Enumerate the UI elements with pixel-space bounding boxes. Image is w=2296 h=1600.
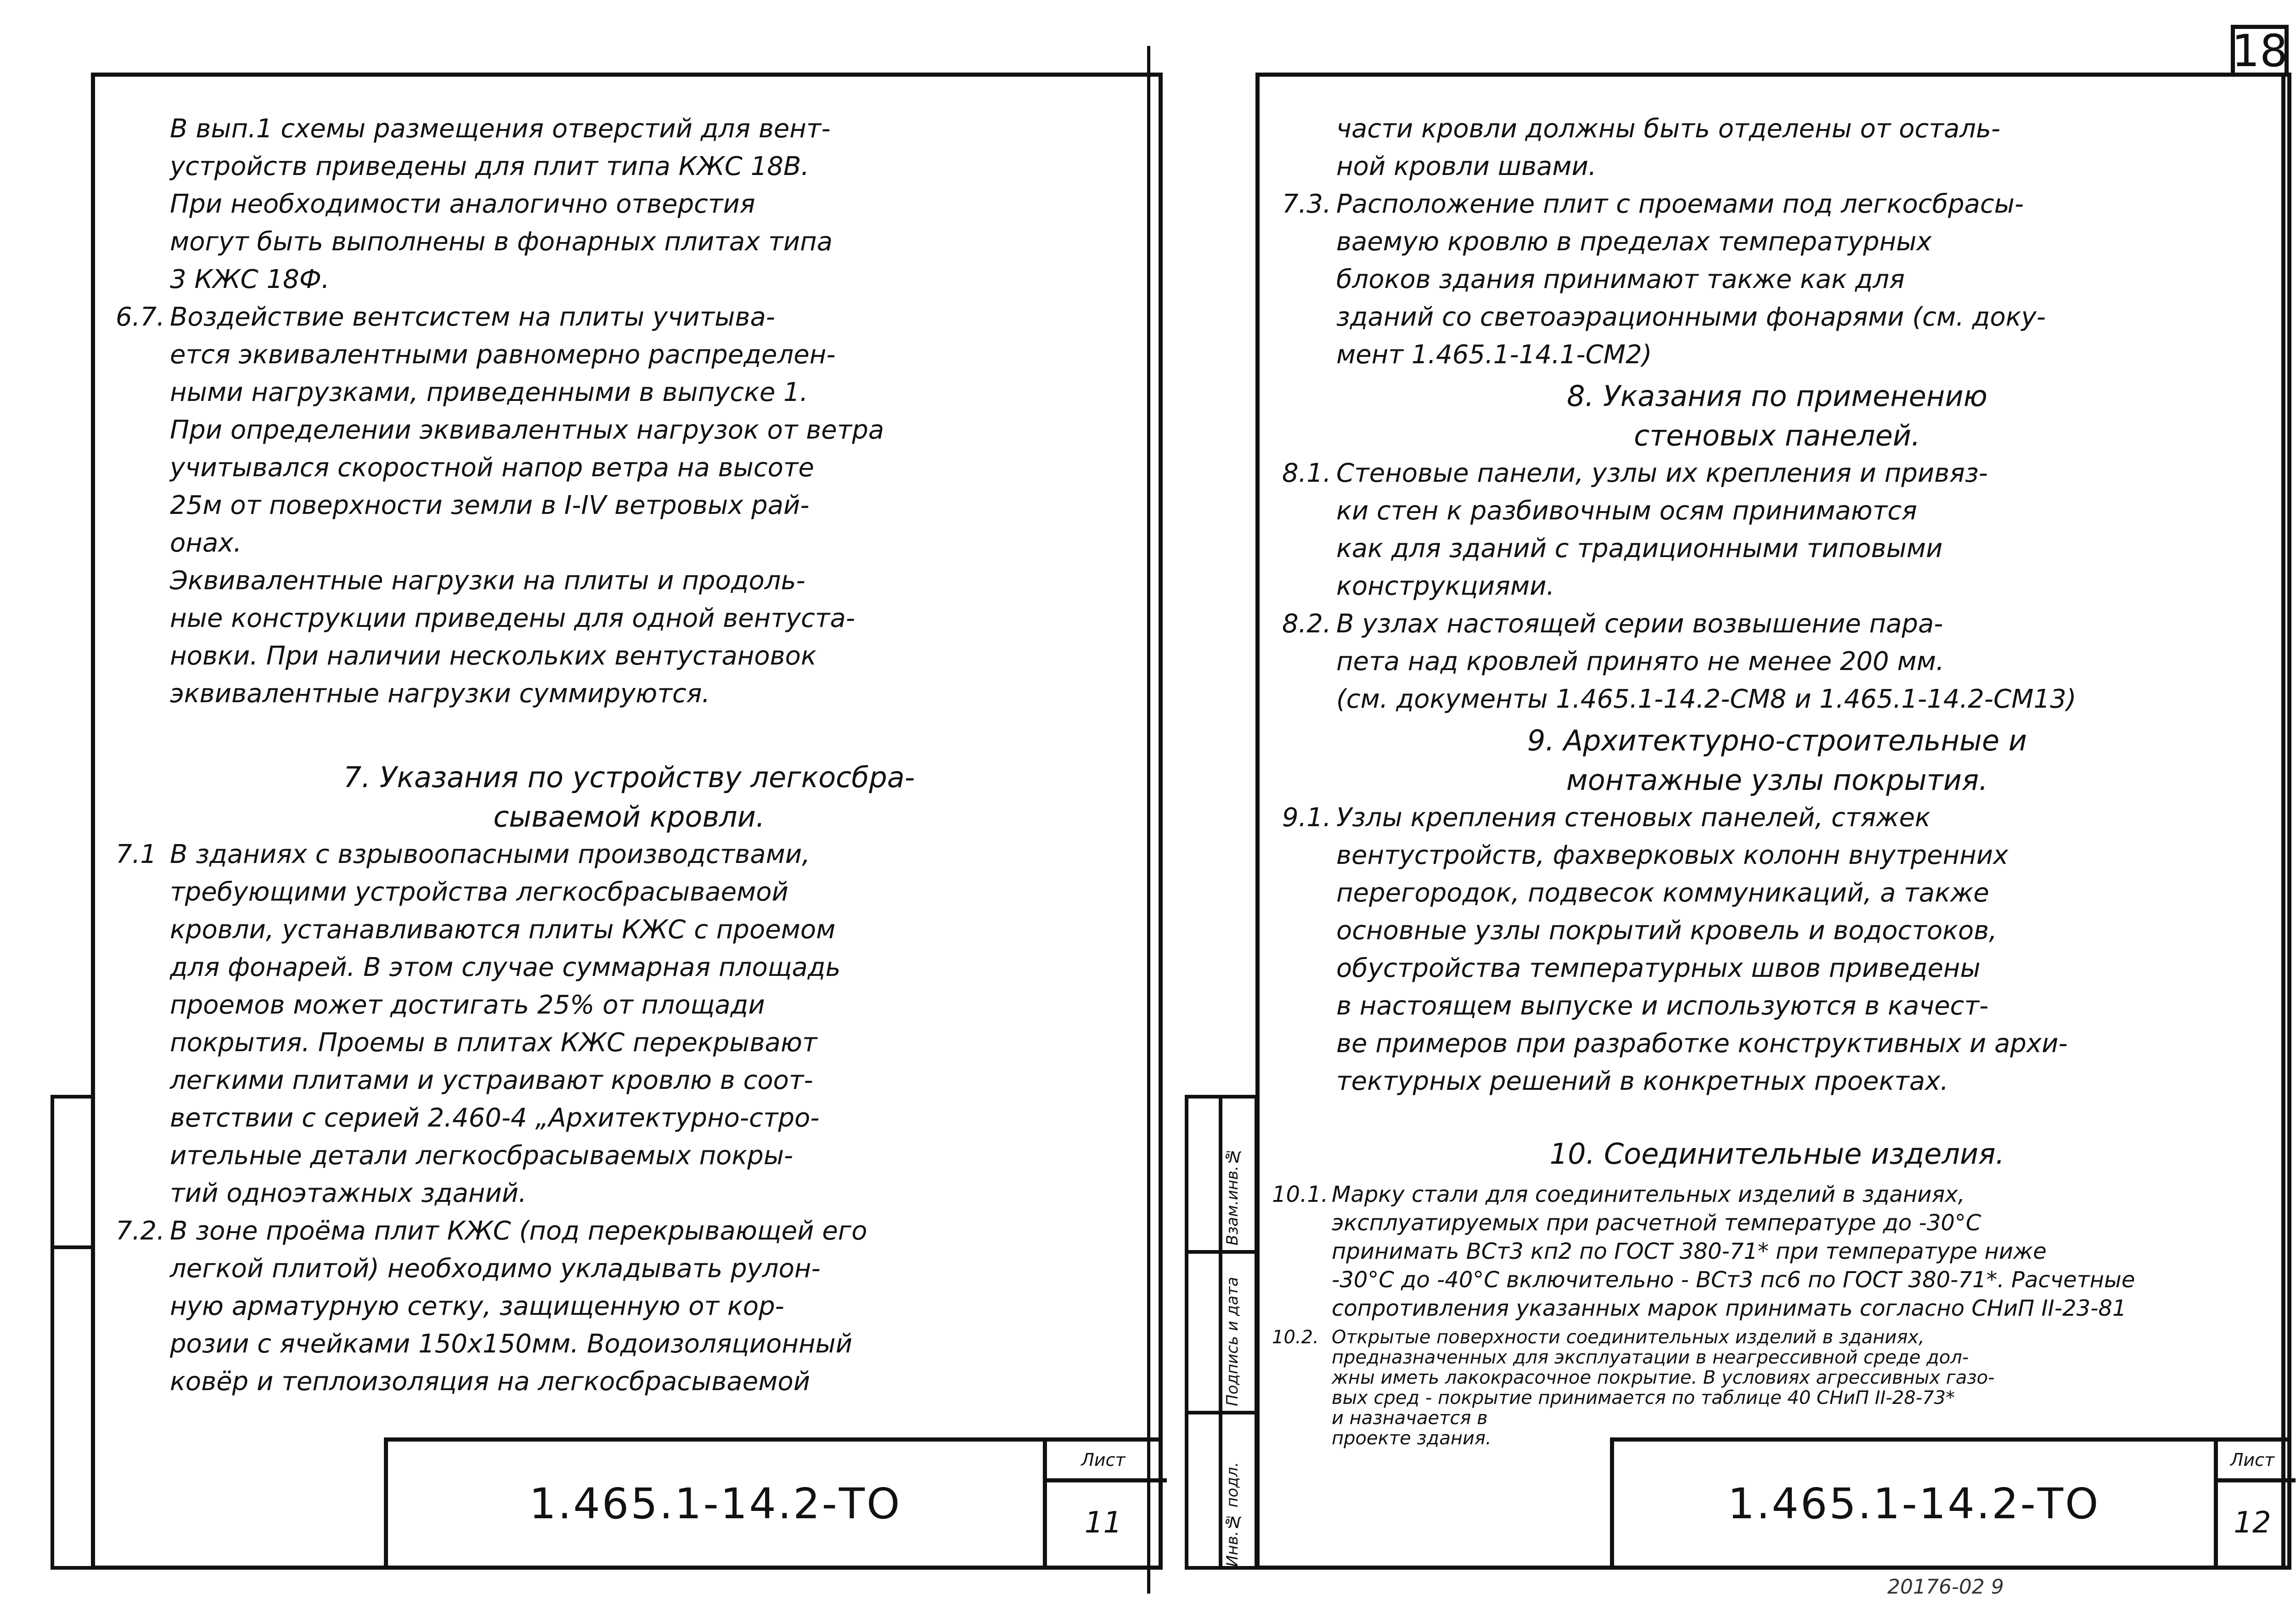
paragraph-10-1: 10.1. Марку стали для соединительных изделий в зданиях, эксплуатируемых при расчетной температуре до -30°С принимать ВСт3 кп2 по ГОСТ 380-71* при температуре ниже -30°С до -40°С включительно - ВСт3 пс6 по ГОСТ 380-71*. Расчетные сопротивления указанных марок принимать согласно СНиП II-23-81 bbox=[1332, 1180, 2135, 1323]
paragraph-7-3: 7.3. Расположение плит с проемами под легкосбрасы- ваемую кровлю в пределах температурных блоков здания принимают также как для зданий со светоаэрационными фонарями (см. доку- мент 1.465.1-14.1-СМ2) bbox=[1336, 186, 2046, 374]
paragraph-9-1: 9.1. Узлы крепления стеновых панелей, стяжек вентустройств, фахверковых колонн внутренних перегородок, подвесок коммуникаций, а также основные узлы покрытий кровель и водостоков, обустройства температурных швов приведены в настоящем выпуске и используются в качест- ве примеров при разработке конструктивных и архи- тектурных решений в конкретных проектах. bbox=[1336, 799, 2068, 1100]
sheet-number: 11 bbox=[1084, 1506, 1122, 1540]
section-7-items bbox=[116, 836, 867, 1401]
item-number: 7.1 bbox=[116, 839, 157, 869]
binding-line bbox=[1147, 46, 1150, 1594]
item-number: 7.3. bbox=[1282, 189, 1331, 219]
paragraph-8-1: 8.1. Стеновые панели, узлы их крепления и привяз- ки стен к разбивочным осям принимаются как для зданий с традиционными типовыми конструкциями. bbox=[1336, 455, 2077, 605]
section-10-1 bbox=[1272, 1180, 2135, 1323]
item-number: 10.1. bbox=[1272, 1182, 1328, 1207]
section-9-heading: 9. Архитектурно-строительные и монтажные узлы покрытия. bbox=[1527, 724, 2027, 797]
document-code: 1.465.1-14.2-ТО bbox=[529, 1479, 902, 1528]
right-title-block bbox=[1610, 1437, 2291, 1570]
item-number: 10.2. bbox=[1272, 1327, 1319, 1348]
paragraph-7-1: 7.1 В зданиях с взрывоопасными производствами, требующими устройства легкосбрасываемой кровли, устанавливаются плиты КЖС с проемом для фонарей. В этом случае суммарная площадь проемов может достигать 25% от площади покрытия. Проемы в плитах КЖС перекрывают легкими плитами и устраивают кровлю в соот- ветствии с серией 2.460-4 „Архитектурно-стро- ительные детали легкосбрасываемых покры- тий одноэтажных зданий. bbox=[170, 836, 867, 1212]
left-title-block bbox=[384, 1437, 1163, 1570]
paragraph-10-2: 10.2. Открытые поверхности соединительных изделий в зданиях, предназначенных для эксплуатации в неагрессивной среде дол- жны иметь лакокрасочное покрытие. В условиях агрессивных газо- вых сред - покрытие принимается по таблице 40 СНиП II-28-73* и назначается в проекте здания. bbox=[1272, 1327, 1995, 1449]
section-9-items bbox=[1282, 799, 2068, 1100]
section-10-heading: 10. Соединительные изделия. bbox=[1549, 1137, 2005, 1171]
paragraph-ventilation-openings: В вып.1 схемы размещения отверстий для вент- устройств приведены для плит типа КЖС 18В. При необходимости аналогично отверстия могут быть выполнены в фонарных плитах типа 3 КЖС 18Ф. bbox=[170, 114, 833, 294]
sheet-label: Лист bbox=[1081, 1450, 1125, 1470]
right-edge-strip bbox=[2281, 73, 2296, 1570]
section-8-items bbox=[1282, 455, 2077, 718]
document-code: 1.465.1-14.2-ТО bbox=[1728, 1479, 2100, 1528]
item-number: 7.2. bbox=[116, 1216, 165, 1246]
stamp-inventory-label: Инв.№ подл. bbox=[1223, 1462, 1242, 1567]
sheet-label: Лист bbox=[2230, 1450, 2275, 1470]
item-number: 8.2. bbox=[1282, 609, 1331, 639]
sheet-number: 12 bbox=[2234, 1506, 2271, 1540]
archive-stamp: 20176-02 9 bbox=[1887, 1575, 2004, 1599]
paragraph-7-2: 7.2. В зоне проёма плит КЖС (под перекрывающей его легкой плитой) необходимо укладывать рулон- ную арматурную сетку, защищенную от кор- розии с ячейками 150x150мм. Водоизоляционный ковёр и теплоизоляция на легкосбрасываемой bbox=[170, 1212, 867, 1401]
left-body-text bbox=[116, 110, 884, 713]
section-7-heading: 7. Указания по устройству легкосбра- сываемой кровли. bbox=[343, 761, 915, 834]
corner-sheet-tab: 18 bbox=[2231, 25, 2288, 77]
paragraph-6-7: 6.7. Воздействие вентсистем на плиты учитыва- ется эквивалентными равномерно распределен- ными нагрузками, приведенными в выпуске 1. При определении эквивалентных нагрузок от ветра учитывался скоростной напор ветра на высоте 25м от поверхности земли в I-IV ветровых рай- онах. Эквивалентные нагрузки на плиты и продоль- ные конструкции приведены для одной вентуста- новки. При наличии нескольких вентустановок эквивалентные нагрузки суммируются. bbox=[170, 299, 884, 713]
paragraph-8-2: 8.2. В узлах настоящей серии возвышение пара- пета над кровлей принято не менее 200 мм. (см. документы 1.465.1-14.2-СМ8 и 1.465.1-14.2-СМ13) bbox=[1336, 605, 2077, 718]
stamp-replacement-label: Взам.инв.№ bbox=[1223, 1147, 1242, 1245]
left-margin-stamp bbox=[51, 1095, 95, 1570]
right-margin-stamp bbox=[1185, 1095, 1258, 1570]
section-10-2 bbox=[1272, 1327, 1995, 1449]
section-8-heading: 8. Указания по применению стеновых панелей. bbox=[1567, 379, 1987, 452]
item-number: 8.1. bbox=[1282, 458, 1331, 488]
stamp-signature-label: Подпись и дата bbox=[1223, 1277, 1242, 1406]
right-body-text: части кровли должны быть отделены от осталь- ной кровли швами. 7.3. Расположение плит с проемами под легкосбрасы- ваемую кровлю в пределах температурных блоков здания принимают также как для зданий со светоаэрационными фонарями (см. доку- мент 1.465.1-14.1-СМ2) bbox=[1336, 110, 2046, 374]
item-number: 9.1. bbox=[1282, 803, 1331, 833]
item-number: 6.7. bbox=[116, 302, 165, 332]
